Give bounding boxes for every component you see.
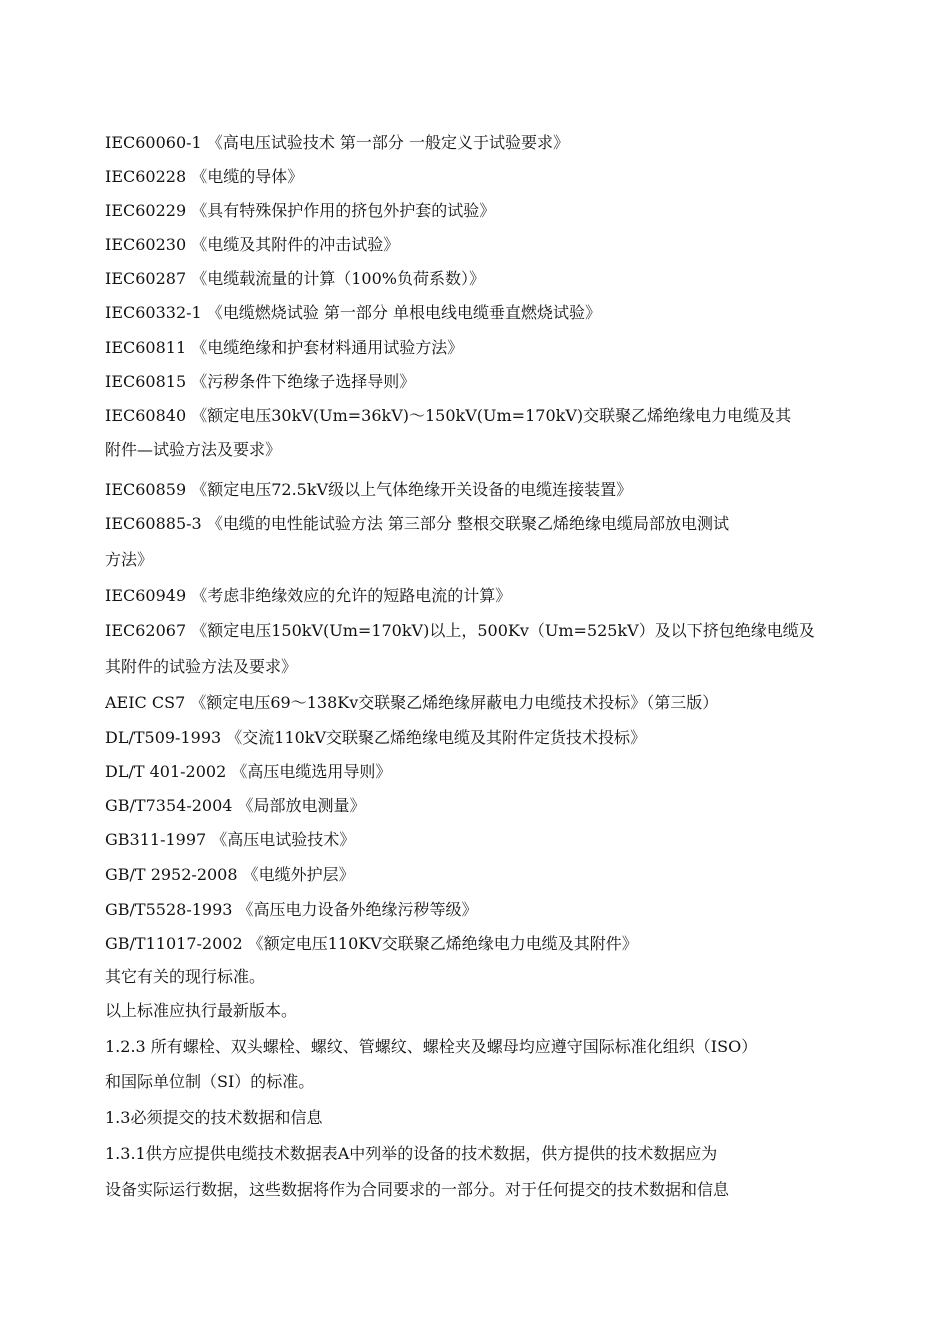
std-gb-t2952: GB/T 2952-2008 《电缆外护层》 xyxy=(105,865,355,884)
std-iec62067: IEC62067 《额定电压150kV(Um=170kV)以上，500Kv（Um=525kV）及以下挤包绝缘电缆及 xyxy=(105,621,815,640)
std-iec60815: IEC60815 《污秽条件下绝缘子选择导则》 xyxy=(105,372,416,391)
section-1-2-3: 1.2.3 所有螺栓、双头螺栓、螺纹、管螺纹、螺栓夹及螺母均应遵守国际标准化组织（ISO） xyxy=(105,1037,758,1056)
std-gb311: GB311-1997 《高压电试验技术》 xyxy=(105,830,356,849)
section-1-3-heading: 1.3必须提交的技术数据和信息 xyxy=(105,1108,323,1127)
std-iec62067-cont: 其附件的试验方法及要求》 xyxy=(105,657,298,676)
std-iec60287: IEC60287 《电缆载流量的计算（100%负荷系数）》 xyxy=(105,269,485,288)
std-gb-t11017: GB/T11017-2002 《额定电压110KV交联聚乙烯绝缘电力电缆及其附件》 xyxy=(105,934,638,953)
std-iec60060-1: IEC60060-1 《高电压试验技术 第一部分 一般定义于试验要求》 xyxy=(105,133,569,152)
latest-version-text: 以上标准应执行最新版本。 xyxy=(105,1001,298,1020)
std-iec60228: IEC60228 《电缆的导体》 xyxy=(105,167,304,186)
std-iec60230: IEC60230 《电缆及其附件的冲击试验》 xyxy=(105,235,400,254)
std-iec60229: IEC60229 《具有特殊保护作用的挤包外护套的试验》 xyxy=(105,201,496,220)
std-gb-t5528: GB/T5528-1993 《高压电力设备外绝缘污秽等级》 xyxy=(105,900,478,919)
std-aeic-cs7: AEIC CS7 《额定电压69～138Kv交联聚乙烯绝缘屏蔽电力电缆技术投标》（第三版） xyxy=(105,693,719,712)
std-iec60885-3-cont: 方法》 xyxy=(105,550,154,569)
std-iec60885-3: IEC60885-3 《电缆的电性能试验方法 第三部分 整根交联聚乙烯绝缘电缆局部放电测试 xyxy=(105,514,729,533)
std-iec60840: IEC60840 《额定电压30kV(Um=36kV)～150kV(Um=170kV)交联聚乙烯绝缘电力电缆及其 xyxy=(105,406,792,425)
std-dl-t509: DL/T509-1993 《交流110kV交联聚乙烯绝缘电缆及其附件定货技术投标》 xyxy=(105,728,647,747)
std-iec60859: IEC60859 《额定电压72.5kV级以上气体绝缘开关设备的电缆连接装置》 xyxy=(105,480,633,499)
std-dl-t401: DL/T 401-2002 《高压电缆选用导则》 xyxy=(105,762,392,781)
std-iec60949: IEC60949 《考虑非绝缘效应的允许的短路电流的计算》 xyxy=(105,586,512,605)
other-standards-text: 其它有关的现行标准。 xyxy=(105,967,266,986)
std-iec60840-cont: 附件—试验方法及要求》 xyxy=(105,440,282,459)
std-iec60332-1: IEC60332-1 《电缆燃烧试验 第一部分 单根电线电缆垂直燃烧试验》 xyxy=(105,303,601,322)
std-iec60811: IEC60811 《电缆绝缘和护套材料通用试验方法》 xyxy=(105,338,464,357)
section-1-2-3-cont: 和国际单位制（SI）的标准。 xyxy=(105,1072,315,1091)
std-gb-t7354: GB/T7354-2004 《局部放电测量》 xyxy=(105,796,366,815)
section-1-3-1: 1.3.1供方应提供电缆技术数据表A中列举的设备的技术数据，供方提供的技术数据应为 xyxy=(105,1144,718,1163)
section-1-3-1-cont: 设备实际运行数据，这些数据将作为合同要求的一部分。对于任何提交的技术数据和信息 xyxy=(105,1180,730,1199)
